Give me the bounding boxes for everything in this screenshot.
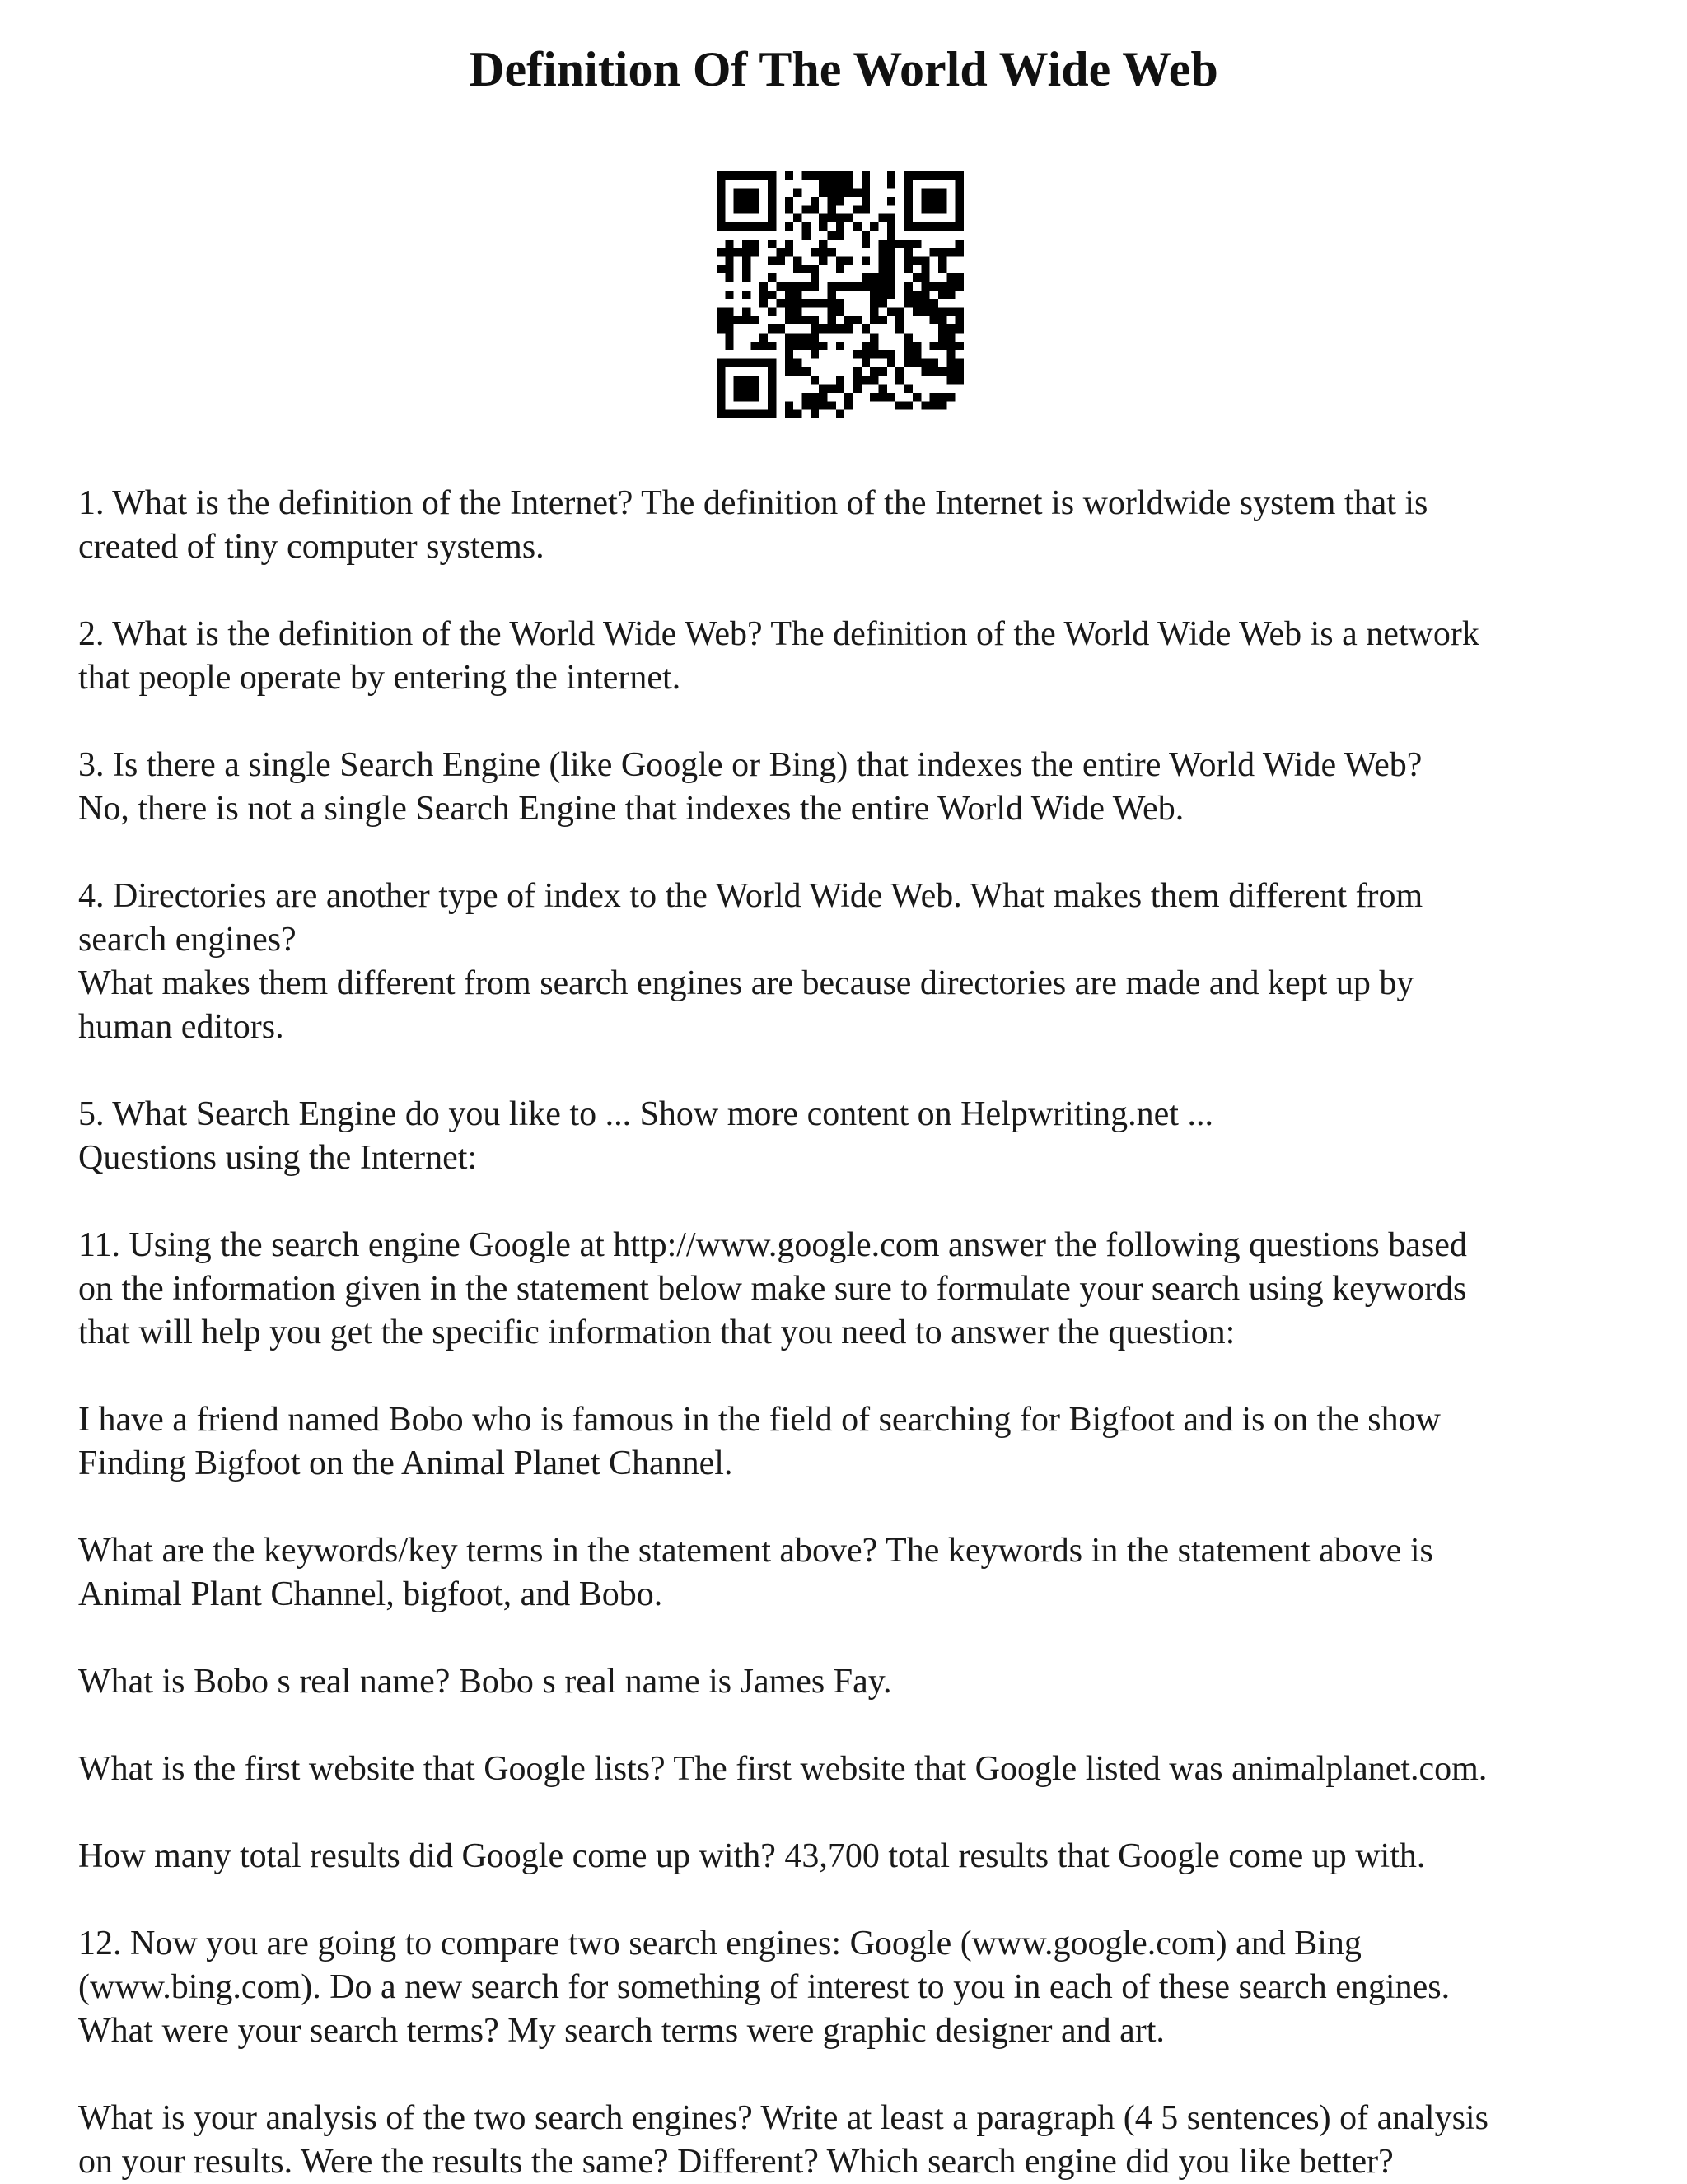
paragraph-q4: 4. Directories are another type of index to the World Wide Web. What makes them different from search engines? What makes them different from search engines are because directories are made and kept up by human editors. bbox=[78, 877, 1423, 1046]
paragraph-q2: 2. What is the definition of the World Wide Web? The definition of the World Wide Web is a network that people operate by entering the internet. bbox=[78, 615, 1479, 697]
paragraph-q11: 11. Using the search engine Google at http://www.google.com answer the following questions based on the information given in the statement below make sure to formulate your search using keywords that will help you get the specific information that you need to answer the question: bbox=[78, 1226, 1467, 1351]
paragraph-real-name: What is Bobo s real name? Bobo s real name is James Fay. bbox=[78, 1663, 892, 1701]
paragraph-keywords: What are the keywords/key terms in the statement above? The keywords in the statement above is Animal Plant Channel, bigfoot, and Bobo. bbox=[78, 1532, 1433, 1613]
qr-code-icon bbox=[717, 171, 964, 418]
document-body bbox=[78, 482, 1660, 2184]
paragraph-q3: 3. Is there a single Search Engine (like Google or Bing) that indexes the entire World Wide Web? No, there is not a single Search Engine that indexes the entire World Wide Web. bbox=[78, 746, 1423, 828]
paragraph-total-results: How many total results did Google come up with? 43,700 total results that Google come up with. bbox=[78, 1837, 1426, 1875]
paragraph-first-website: What is the first website that Google lists? The first website that Google listed was animalplanet.com. bbox=[78, 1750, 1488, 1788]
page-title: Definition Of The World Wide Web bbox=[469, 42, 1218, 96]
paragraph-q12: 12. Now you are going to compare two search engines: Google (www.google.com) and Bing (www.bing.com). Do a new search for something of interest to you in each of these search engines. What were your search terms? My search terms were graphic designer and art. bbox=[78, 1925, 1451, 2050]
paragraph-q5: 5. What Search Engine do you like to ... Show more content on Helpwriting.net ... Questions using the Internet: bbox=[78, 1095, 1213, 1177]
paragraph-q1: 1. What is the definition of the Internet? The definition of the Internet is worldwide system that is created of tiny computer systems. bbox=[78, 484, 1428, 566]
paragraph-analysis: What is your analysis of the two search engines? Write at least a paragraph (4 5 sentences) of analysis on your results. Were the results the same? Different? Which search engine did you like better? bbox=[78, 2099, 1488, 2181]
paragraph-statement: I have a friend named Bobo who is famous in the field of searching for Bigfoot and is on the show Finding Bigfoot on the Animal Planet Channel. bbox=[78, 1401, 1441, 1482]
